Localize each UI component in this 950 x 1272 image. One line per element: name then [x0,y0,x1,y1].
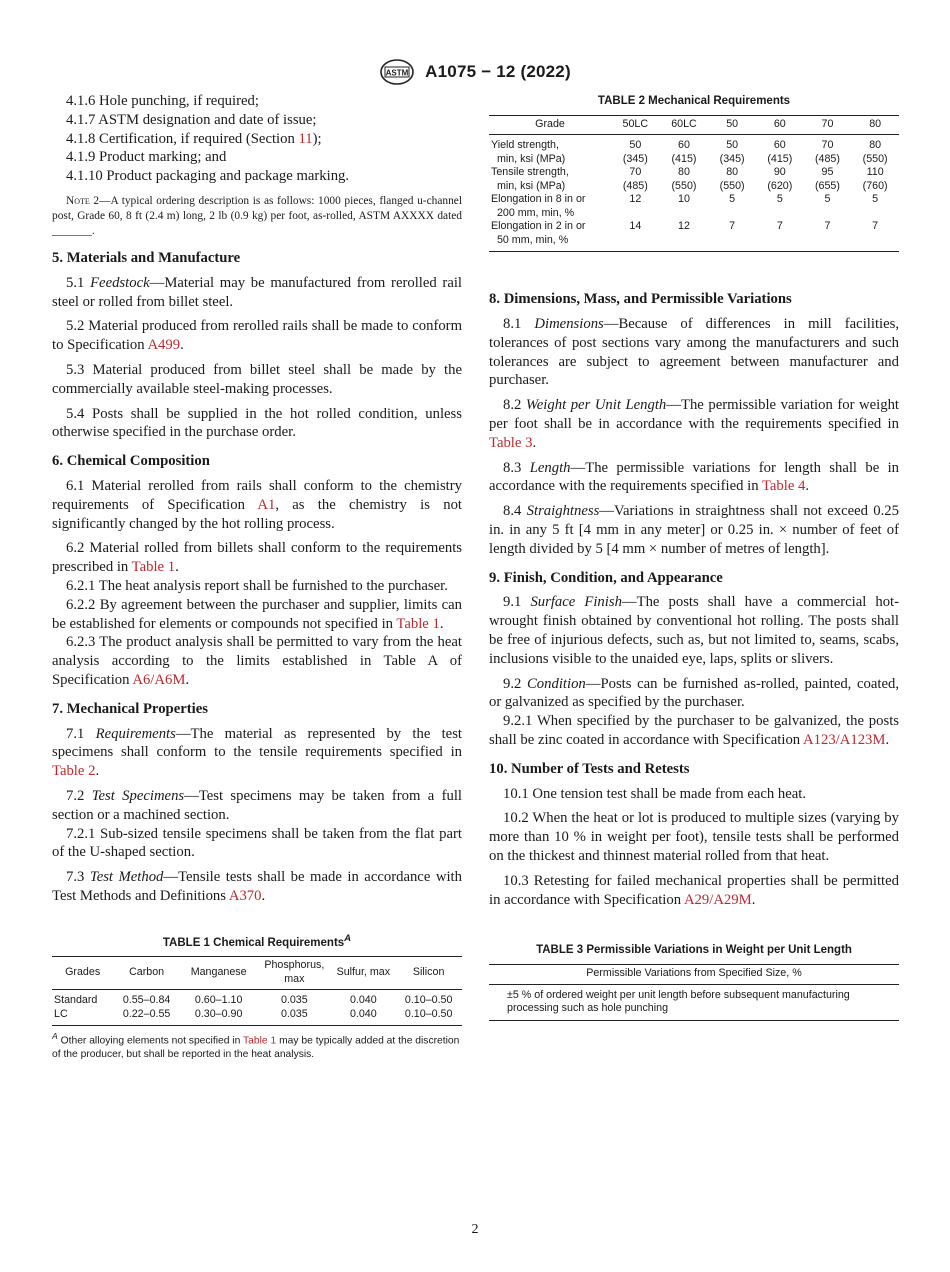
cell: 0.040 [349,1008,377,1021]
para-term: Feedstock [90,274,150,291]
cell: 5 [729,193,736,206]
th-50lc: 50LC [622,117,649,130]
svg-text:ASTM: ASTM [385,68,409,78]
table-row [489,984,899,1020]
cell: 7 [729,220,736,233]
period: . [95,763,100,780]
para-text: —Because of differences in mill facilities, tolerances of post sections vary among the manufacturers and such tolerances are subject to agreement between manufacturer and purchaser. [489,316,900,389]
table-3-link[interactable]: Table 3 [489,434,533,451]
th-70: 70 [821,117,834,130]
para-term: Condition [527,675,586,692]
para-10-2: 10.2 When the heat or lot is produced to multiple sizes (varying by more than 10 % in weight per foot), tensile tests shall be performed on the thickest and thinnest material rolled from that heat. [489,810,899,865]
para-7-2-1: 7.2.1 Sub-sized tensile specimens shall be taken from the flat part of the U-shaped section. [52,825,462,861]
cell: 70 (485) [814,139,840,165]
table-row [489,166,899,193]
para-9-1 [489,593,899,668]
para-term: Test Specimens [91,787,185,804]
para-text: —The material as represented by the test specimens shall conform to the tensile requirements specified in [52,725,462,761]
list-item [52,130,462,149]
cell: 0.10–0.50 [404,1008,453,1021]
cell: 0.22–0.55 [122,1008,171,1021]
para-text: 6.2.3 The product analysis shall be permitted to vary from the heat analysis according to the limits established in Table A of Specification [52,634,462,688]
table-2-link[interactable]: Table 2 [52,763,96,780]
period: . [439,615,444,632]
document-designation: A1075 − 12 (2022) [425,62,571,81]
section-11-link[interactable]: 11 [298,130,313,147]
para-6-2-1: 6.2.1 The heat analysis report shall be furnished to the purchaser. [66,577,448,594]
cell: 7 [776,220,783,233]
table-row [52,1007,462,1026]
cell: 0.10–0.50 [404,994,453,1007]
cell: 95 (655) [814,166,840,192]
cell: 0.040 [349,994,377,1007]
para-num: 9.1 [503,594,531,611]
para-6-1 [52,477,462,533]
table-1 [52,956,462,1026]
para-5-1 [52,274,462,312]
para-6-2 [52,539,462,577]
caption-sup: A [344,932,352,944]
cell: Standard [54,994,98,1007]
cell: 14 [629,220,642,233]
para-num: 5.1 [66,274,91,291]
cell: LC [54,1008,68,1021]
caption-text: TABLE 1 Chemical Requirements [162,936,345,949]
para-6-2-2 [52,596,462,634]
para-text: —Variations in straightness shall not exceed 0.25 in. in any 5 ft [4 mm in any meter] or 0.25 in. × number of feet of length divided by 5 [4 mm × number of metres of length]. [489,503,899,557]
cell: 0.035 [280,1008,308,1021]
cell: Yield strength, min, ksi (MPa) [491,139,566,165]
para-5-4: 5.4 Posts shall be supplied in the hot rolled condition, unless otherwise specified in the purchase order. [52,405,462,441]
list-item: 4.1.6 Hole punching, if required; [66,93,259,109]
para-num: 9.2 [503,675,527,692]
para-num: 8.4 [503,503,527,520]
footnote-text: Other alloying elements not specified in [57,1035,243,1047]
cell: 0.60–1.10 [194,994,243,1007]
table-3 [489,964,899,1021]
page-header [0,58,950,86]
para-text: —The posts shall have a commercial hot-wrought finish obtained by conventional hot rolling. The posts shall be free of injurious defects, such as, but not limited to, seams, scabs, inclusions visible to the unaided eye, laps, splits or slivers. [489,594,900,667]
table-2-body [489,135,899,252]
cell: 80 (550) [862,139,888,165]
astm-logo-icon [379,58,415,86]
para-7-3 [52,868,462,906]
page-number: 2 [471,1222,479,1237]
para-text: —Posts can be furnished as-rolled, painted, coated, or galvanized as specified by the purchaser. [489,675,899,711]
para-text: —Test specimens may be taken from a full section or a machined section. [52,787,462,823]
para-term: Surface Finish [530,594,622,611]
cell: Tensile strength, min, ksi (MPa) [491,166,569,192]
a1-link[interactable]: A1 [257,496,276,513]
para-text: 6.2 Material rolled from billets shall conform to the requirements prescribed in [52,540,462,576]
table-1-link[interactable]: Table 1 [396,615,440,632]
th-manganese: Manganese [190,966,247,979]
table-row [489,135,899,167]
period: . [261,887,266,904]
right-column [489,92,899,1021]
table-4-link[interactable]: Table 4 [761,478,806,495]
para-8-3 [489,459,899,497]
th-50: 50 [726,117,739,130]
para-10-3 [489,872,899,910]
period: . [885,732,890,749]
cell: 10 [678,193,690,206]
para-8-2 [489,396,899,452]
cell: 80 (550) [719,166,745,192]
table-3-caption: TABLE 3 Permissible Variations in Weight per Unit Length [536,944,852,957]
para-num: 7.2 [66,787,92,804]
note-label: Note 2 [66,194,100,207]
th-80: 80 [869,117,882,130]
para-7-1 [52,725,462,781]
th-carbon: Carbon [129,966,165,979]
para-text: 6.2.2 By agreement between the purchaser and supplier, limits can be established for elements or compounds not specified in [52,596,462,632]
list-item: 4.1.10 Product packaging and package marking. [66,168,350,185]
period: . [751,891,756,908]
table-1-footnote [52,1030,462,1060]
list-item-tail: ); [312,130,322,147]
period: . [180,337,184,354]
cell: 12 [629,193,642,206]
para-text: —Material may be manufactured from rerolled rail steel or rolled from billet steel. [52,274,462,310]
cell: 90 (620) [767,166,793,192]
a499-link[interactable]: A499 [147,337,181,354]
cell: 60 (415) [671,139,697,165]
cell: 50 (345) [622,139,648,165]
list-item: 4.1.9 Product marking; and [66,149,227,166]
cell: 70 (485) [622,166,648,192]
para-term: Weight per Unit Length [525,397,667,414]
para-9-2 [489,675,899,713]
para-6-2-3 [52,633,462,689]
table-row [489,220,899,252]
ordering-list [52,92,462,186]
para-num: 8.2 [503,397,526,414]
period: . [805,478,810,495]
th-60lc: 60LC [671,117,697,130]
th-grade: Grade [535,117,565,130]
para-10-1: 10.1 One tension test shall be made from each heat. [503,785,807,802]
period: . [185,671,190,688]
table-header-row [489,115,899,135]
table-row [52,990,462,1008]
a29-link[interactable]: A29/A29M [683,891,752,908]
a6-link[interactable]: A6/A6M [132,671,186,688]
cell: 7 [872,220,879,233]
section-10-heading: 10. Number of Tests and Retests [489,760,690,777]
cell: 50 (345) [719,139,745,165]
list-item: 4.1.7 ASTM designation and date of issue; [66,111,317,128]
section-8-heading: 8. Dimensions, Mass, and Permissible Variations [489,291,792,308]
cell: 7 [824,220,831,233]
para-term: Requirements [95,725,176,742]
cell: 0.30–0.90 [194,1008,243,1021]
th-60: 60 [773,117,786,130]
note-2 [52,194,462,239]
para-term: Length [529,459,571,476]
para-5-3: 5.3 Material produced from billet steel shall be made by the commercially available steel-making processes. [52,361,462,397]
cell: 5 [776,193,783,206]
footnote-mark: A [52,1031,58,1042]
para-8-1 [489,315,899,390]
cell: Elongation in 2 in or 50 mm, min, % [491,220,586,246]
para-text: —Tensile tests shall be made in accordance with Test Methods and Definitions [52,869,462,904]
para-num: 7.3 [66,869,90,886]
cell: 60 (415) [767,139,793,165]
cell: 5 [872,193,879,206]
para-text: 5.2 Material produced from rerolled rails shall be made to conform to Specification [52,318,462,354]
para-text: 6.1 Material rerolled from rails shall conform to the chemistry requirements of Specification [52,477,462,513]
para-term: Test Method [89,869,164,886]
para-8-4 [489,502,899,558]
table-1-link[interactable]: Table 1 [243,1035,277,1047]
para-text: —The permissible variation for weight per foot shall be in accordance with the requirements specified in [489,397,899,433]
table-1-caption [52,930,462,953]
th-silicon: Silicon [412,966,445,979]
table-header-row [489,965,899,985]
th-sulfur: Sulfur, max [336,966,391,979]
section-5-heading: 5. Materials and Manufacture [52,249,241,266]
para-num: 8.1 [503,316,535,333]
cell: 0.035 [280,994,308,1007]
cell: 5 [824,193,831,206]
table-1-link[interactable]: Table 1 [131,559,176,576]
cell: ±5 % of ordered weight per unit length before subsequent manufacturing processing such as hole punching [507,988,850,1015]
para-tail: , as the chemistry is not significantly changed by the hot rolling process. [52,496,462,532]
para-5-2 [52,317,462,355]
list-item-text: 4.1.8 Certification, if required (Section [66,130,299,147]
table-header-row [52,957,462,990]
th-permissible-variations: Permissible Variations from Specified Size, % [586,967,802,980]
section-9-heading: 9. Finish, Condition, and Appearance [489,569,723,586]
para-7-2 [52,787,462,825]
table-row [489,193,899,220]
cell: 110 (760) [862,166,888,192]
section-6-heading: 6. Chemical Composition [52,453,210,470]
th-grades: Grades [65,966,101,979]
left-column [52,92,462,1061]
para-text: 10.3 Retesting for failed mechanical properties shall be permitted in accordance with Specification [489,872,899,908]
table-2 [489,115,899,253]
para-text: 9.2.1 When specified by the purchaser to be galvanized, the posts shall be zinc coated in accordance with Specification [489,713,899,749]
note-text: —A typical ordering description is as follows: 1000 pieces, flanged u-channel post, Grade 60, 8 ft (2.4 m) long, 2 lb (0.9 kg) per foot, as-rolled, ASTM AXXXX dated _______. [52,194,462,237]
cell: Elongation in 8 in or 200 mm, min, % [491,193,586,219]
para-num: 7.1 [66,725,96,742]
period: . [532,434,537,451]
para-9-2-1 [489,712,899,750]
para-term: Straightness [526,503,600,520]
para-num: 8.3 [503,459,530,476]
footnote-tail: may be typically added at the discretion of the producer, but shall be reported in the heat analysis. [52,1035,460,1060]
period: . [175,559,179,576]
para-text: —The permissible variations for length shall be in accordance with the requirements specified in [489,459,899,495]
section-7-heading: 7. Mechanical Properties [52,700,208,717]
table-2-caption: TABLE 2 Mechanical Requirements [597,95,791,107]
cell: 12 [678,220,690,233]
a123-link[interactable]: A123/A123M [803,732,886,749]
cell: 0.55–0.84 [122,994,171,1007]
th-phosphorus: Phosphorus, max [264,959,325,985]
a370-link[interactable]: A370 [228,887,262,904]
para-term: Dimensions [534,316,604,333]
cell: 80 (550) [671,166,697,192]
